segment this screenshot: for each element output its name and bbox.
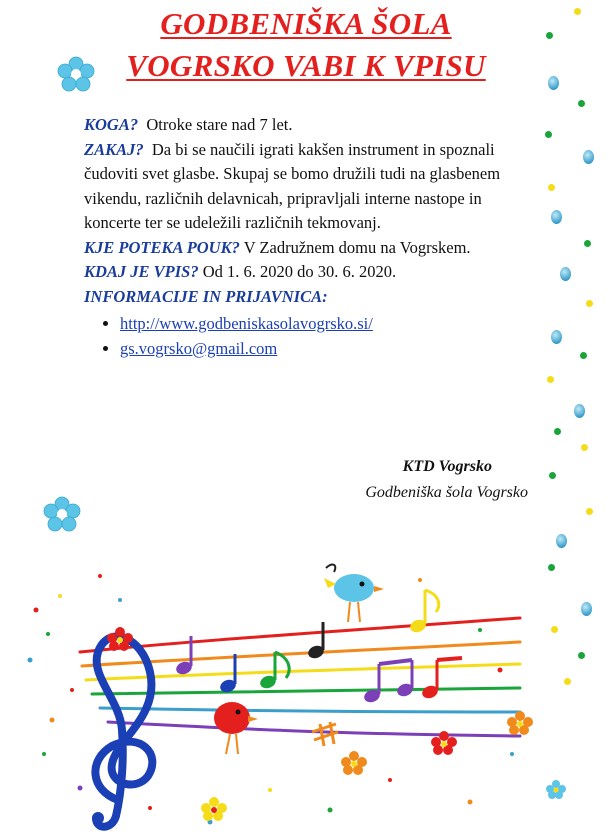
website-link[interactable]: http://www.godbeniskasolavogrsko.si/ (120, 314, 373, 333)
koga-label: KOGA? (84, 115, 139, 134)
flower-icon (341, 751, 367, 775)
zakaj-label: ZAKAJ? (84, 139, 144, 159)
list-item (120, 336, 524, 361)
music-staff-illustration (0, 540, 608, 836)
confetti-dot (545, 131, 552, 138)
staff-lines (80, 618, 520, 736)
zakaj-paragraph (84, 138, 524, 236)
title-line-1: GODBENIŠKA ŠOLA (160, 6, 452, 41)
confetti-dot (549, 472, 556, 479)
bird-icon (324, 565, 384, 622)
kje-label: KJE POTEKA POUK? (84, 237, 240, 257)
music-note-icon (306, 622, 325, 660)
flower-icon (546, 780, 566, 799)
confetti-dot (586, 300, 593, 307)
music-note-icon (408, 590, 438, 634)
confetti-dot (580, 352, 587, 359)
confetti-dot (574, 404, 585, 418)
music-note-icon (420, 658, 462, 700)
music-note-icon (312, 722, 338, 746)
kdaj-label: KDAJ JE VPIS? (84, 262, 199, 281)
confetti-dot (584, 240, 591, 247)
treble-clef-icon (92, 637, 152, 827)
flyer-body (84, 113, 524, 361)
confetti-dot (548, 76, 559, 90)
kje-paragraph (84, 236, 524, 261)
signature-org: KTD Vogrsko (402, 458, 492, 475)
kdaj-paragraph (84, 260, 524, 285)
confetti-dot (548, 184, 555, 191)
flower-icon (201, 797, 227, 821)
confetti-dot (581, 444, 588, 451)
title-line-2: VOGRSKO VABI K VPISU (126, 48, 486, 83)
confetti-dot (574, 8, 581, 15)
confetti-dot (551, 330, 562, 344)
confetti-dot (586, 508, 593, 515)
koga-paragraph (84, 113, 524, 138)
signature-school: Godbeniška šola Vogrsko (365, 484, 528, 501)
info-label: INFORMACIJE IN PRIJAVNICA: (84, 286, 328, 306)
flower-icon (42, 496, 82, 532)
confetti-dot (551, 210, 562, 224)
contact-list (84, 311, 524, 361)
confetti-dot (554, 428, 561, 435)
kje-text: V Zadružnem domu na Vogrskem. (243, 237, 471, 257)
confetti-dot (560, 267, 571, 281)
flower-icon (507, 711, 533, 735)
confetti-dot (547, 376, 554, 383)
kdaj-text: Od 1. 6. 2020 do 30. 6. 2020. (202, 262, 397, 281)
confetti-dot (583, 150, 594, 164)
email-link[interactable]: gs.vogrsko@gmail.com (120, 339, 278, 358)
info-paragraph (84, 285, 524, 310)
confetti-dot (546, 32, 553, 39)
list-item (120, 311, 524, 336)
koga-text: Otroke stare nad 7 let. (146, 115, 293, 134)
flower-icon (56, 56, 96, 92)
zakaj-text: Da bi se naučili igrati kakšen instrument in spoznali čudoviti svet glasbe. Skupaj se bomo družili tudi na glasbenem vikendu, različnih delavnicah, pripravljali interne nastope in koncerte ter se udeležili različnih tekmovanj. (84, 139, 501, 232)
confetti-dot (578, 100, 585, 107)
